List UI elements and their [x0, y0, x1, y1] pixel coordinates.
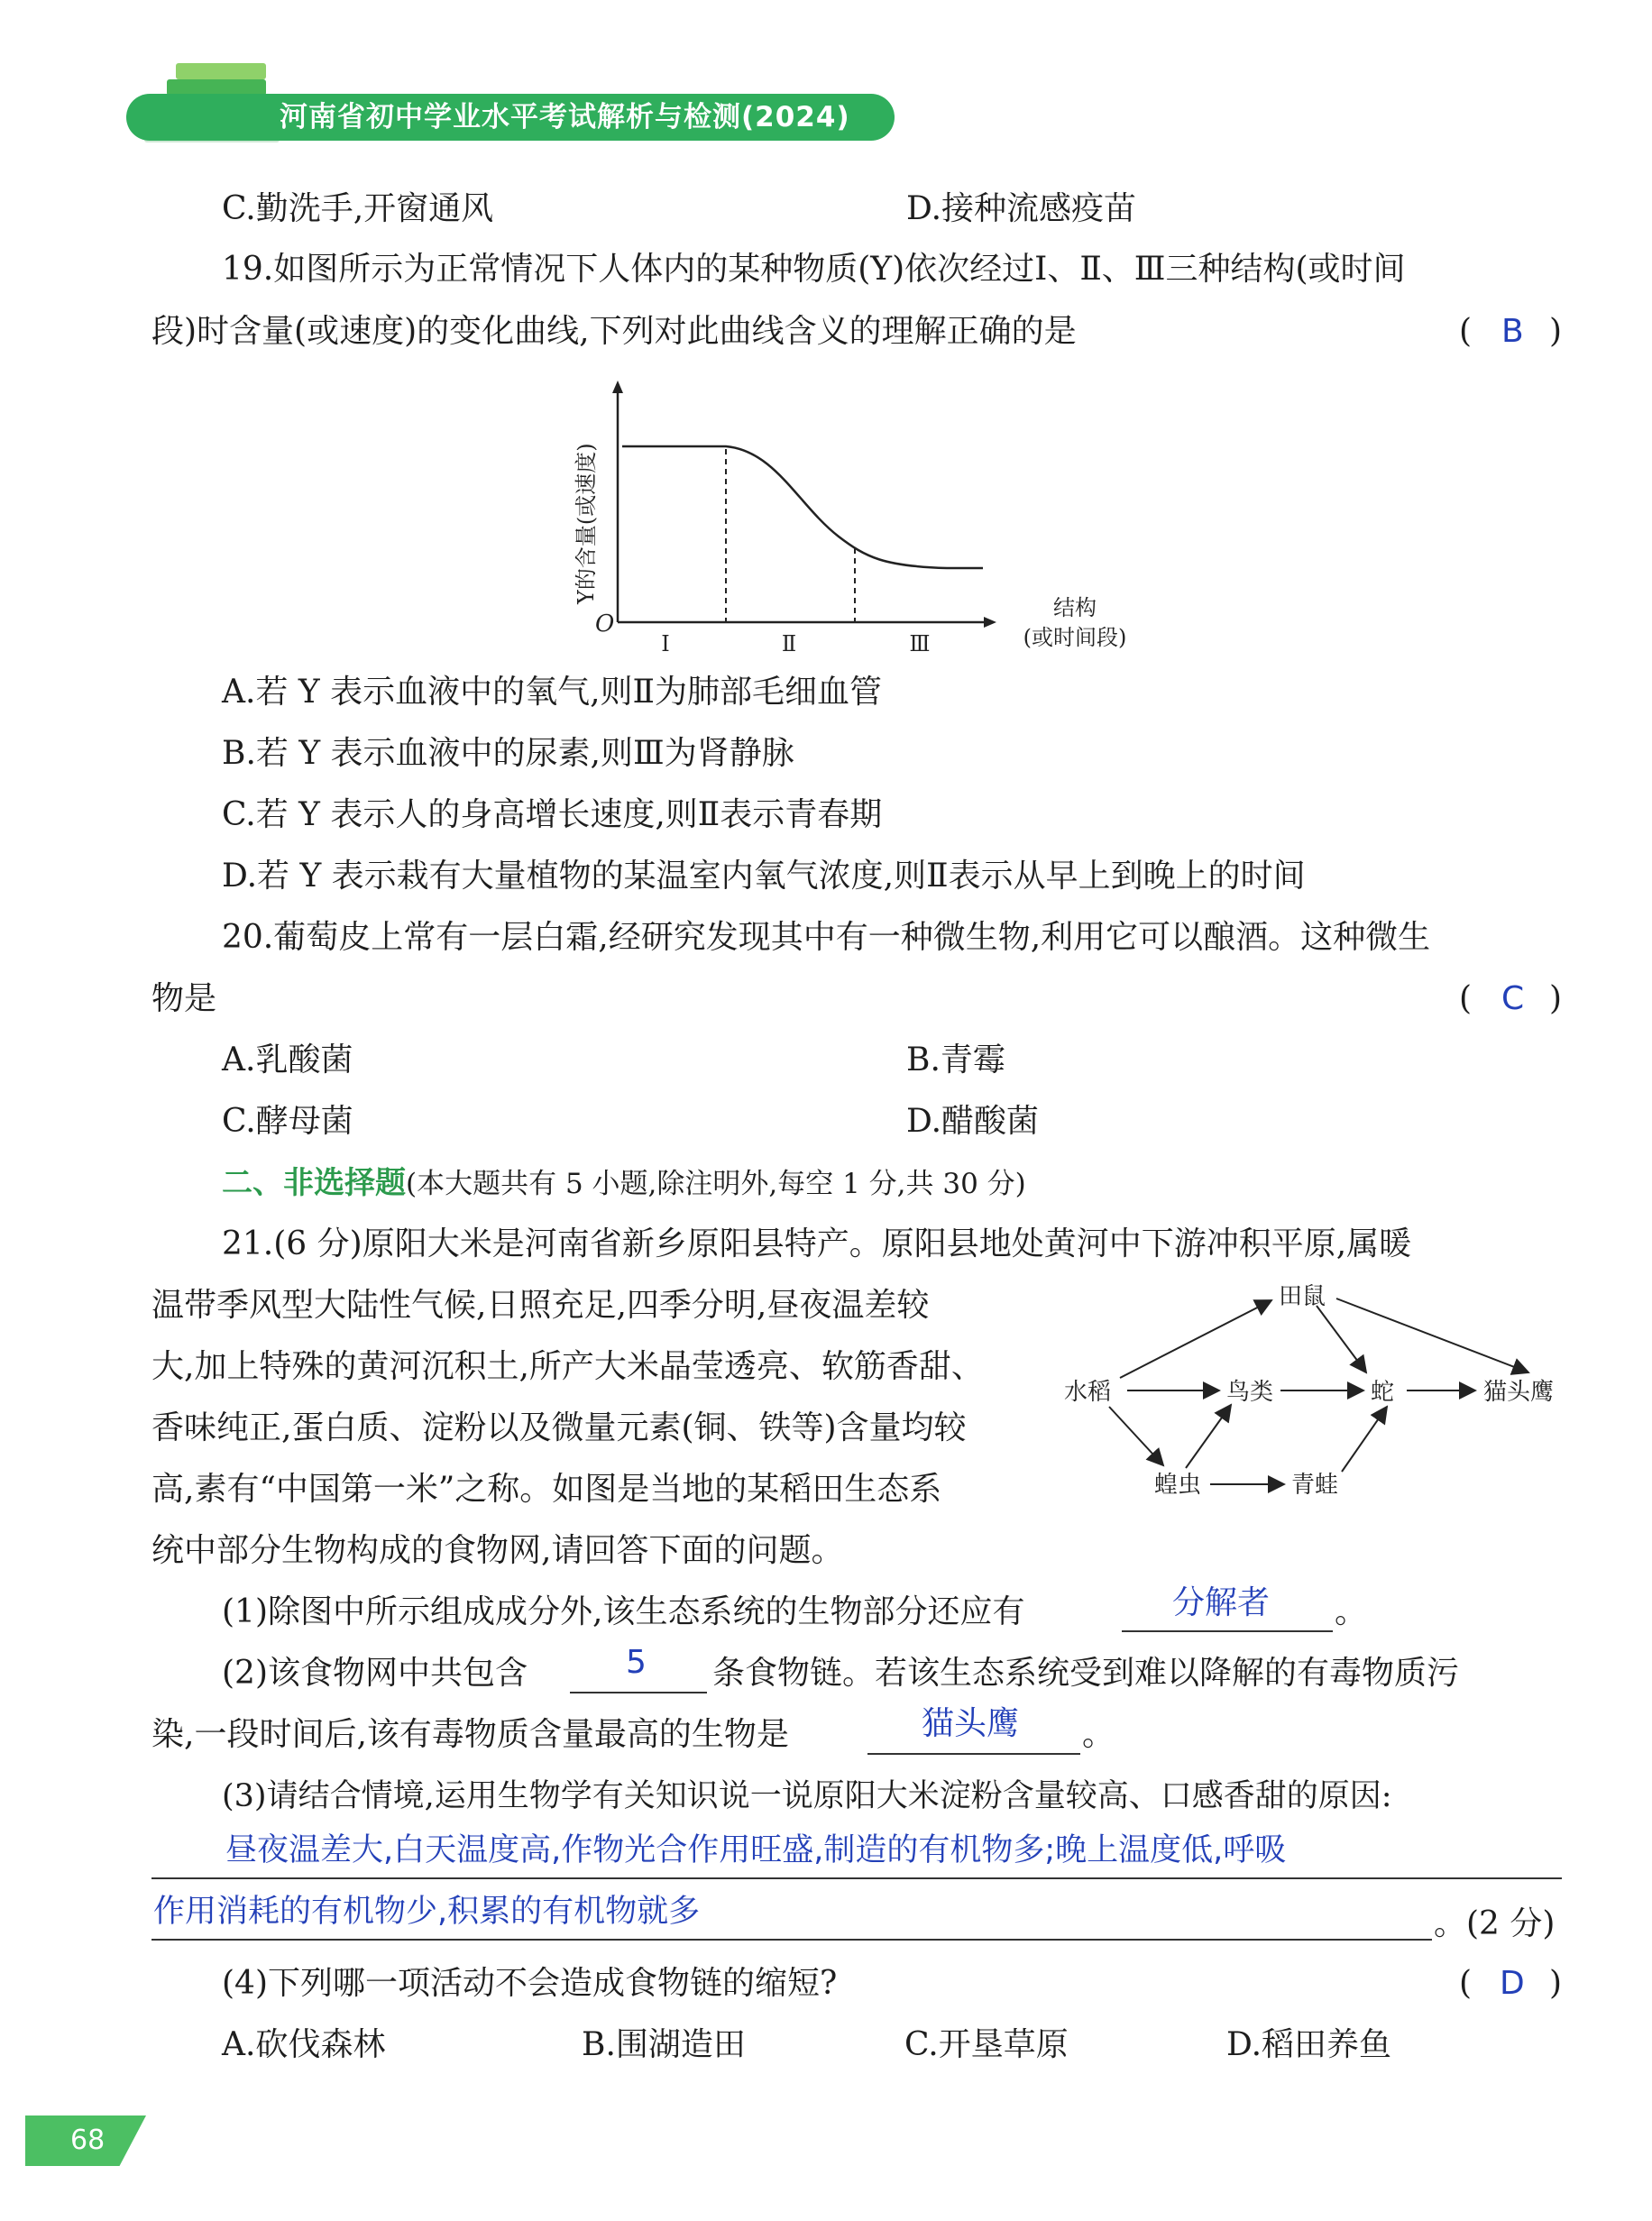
q21-p2-suffix: 。: [1082, 1716, 1115, 1753]
food-web-diagram: [1055, 1271, 1578, 1515]
q21-p4-option-b: B.围湖造田: [582, 2026, 746, 2063]
q20-option-c: C.酵母菌: [222, 1103, 353, 1140]
q20-option-d: D.醋酸菌: [906, 1103, 1040, 1140]
q21-p2-line2-prefix: 染,一段时间后,该有毒物质含量最高的生物是: [151, 1716, 789, 1753]
q21-p2-answer1: 5: [626, 1644, 647, 1681]
arrow-shuidao-huangchong: [1109, 1407, 1163, 1465]
arrow-tianshu-maotouying: [1336, 1299, 1528, 1372]
section2-note: (本大题共有 5 小题,除注明外,每空 1 分,共 30 分): [406, 1168, 1026, 1200]
q19-paren-open: (: [1459, 313, 1473, 350]
q21-p4-paren-open: (: [1459, 1965, 1473, 2002]
q21-stem-line4: 香味纯正,蛋白质、淀粉以及微量元素(铜、铁等)含量均较: [151, 1409, 967, 1446]
q19-option-c: C.若 Y 表示人的身高增长速度,则Ⅱ表示青春期: [222, 796, 883, 833]
q20-option-a: A.乳酸菌: [222, 1042, 353, 1078]
x-axis-label-line2: (或时间段): [1023, 625, 1127, 650]
q21-p3-answer-line2: 作用消耗的有机物少,积累的有机物就多: [153, 1894, 701, 1930]
q21-p2-answer2: 猫头鹰: [922, 1705, 1020, 1742]
q19-answer: B: [1501, 313, 1524, 350]
y-curve: [622, 446, 983, 568]
q21-p4-option-c: C.开垦草原: [904, 2026, 1069, 2063]
q19-option-d: D.若 Y 表示栽有大量植物的某温室内氧气浓度,则Ⅱ表示从早上到晚上的时间: [222, 858, 1306, 895]
header-title: 河南省初中学业水平考试解析与检测(2024): [280, 101, 850, 133]
q18-option-d: D.接种流感疫苗: [906, 190, 1137, 227]
section2-title: 二、非选择题: [222, 1165, 406, 1201]
q21-p4-answer: D: [1500, 1965, 1525, 2002]
q21-p2-blank1[interactable]: [570, 1692, 707, 1693]
x-tick-2: Ⅱ: [781, 631, 797, 656]
section2-heading: [222, 1163, 1026, 1204]
q21-stem-line1: 21.(6 分)原阳大米是河南省新乡原阳县特产。原阳县地处黄河中下游冲积平原,属暖: [222, 1225, 1412, 1262]
q21-p2-middle: 条食物链。若该生态系统受到难以降解的有毒物质污: [712, 1655, 1460, 1692]
x-axis-arrow-icon: [984, 617, 996, 628]
q21-stem-line3: 大,加上特殊的黄河沉积土,所产大米晶莹透亮、软筋香甜、: [151, 1348, 984, 1385]
node-niaolei: 鸟类: [1226, 1379, 1274, 1406]
q21-stem-line5: 高,素有“中国第一米”之称。如图是当地的某稻田生态系: [151, 1471, 942, 1508]
q18-option-c: C.勤洗手,开窗通风: [222, 190, 494, 227]
q19-curve-graph: [568, 379, 1163, 667]
q21-p4-prompt: (4)下列哪一项活动不会造成食物链的缩短?: [222, 1965, 838, 2002]
x-tick-1: Ⅰ: [661, 631, 670, 656]
node-tianshu: 田鼠: [1279, 1283, 1326, 1310]
q21-stem-line6: 统中部分生物构成的食物网,请回答下面的问题。: [151, 1532, 844, 1569]
arrow-huangchong-niaolei: [1186, 1405, 1231, 1468]
q21-p1-suffix: 。: [1335, 1593, 1368, 1630]
q19-stem-line2: 段)时含量(或速度)的变化曲线,下列对此曲线含义的理解正确的是: [151, 313, 1077, 350]
q21-p1-answer: 分解者: [1172, 1584, 1271, 1621]
q20-option-b: B.青霉: [906, 1042, 1005, 1078]
origin-label: O: [595, 610, 615, 638]
q21-p3-prompt: (3)请结合情境,运用生物学有关知识说一说原阳大米淀粉含量较高、口感香甜的原因:: [222, 1778, 1392, 1814]
arrow-shuidao-tianshu: [1120, 1300, 1271, 1378]
q20-stem-line2: 物是: [151, 980, 217, 1017]
q19-option-a: A.若 Y 表示血液中的氧气,则Ⅱ为肺部毛细血管: [222, 674, 883, 711]
y-axis-arrow-icon: [612, 381, 623, 393]
q21-p4-paren-close: ): [1549, 1965, 1563, 2002]
q20-answer: C: [1501, 980, 1525, 1017]
node-huangchong: 蝗虫: [1154, 1472, 1202, 1499]
q21-stem-line2: 温带季风型大陆性气候,日照充足,四季分明,昼夜温差较: [151, 1287, 930, 1324]
q21-p3-score: 。(2 分): [1434, 1905, 1556, 1942]
node-shuidao: 水稻: [1064, 1379, 1112, 1406]
q19-paren-close: ): [1549, 313, 1563, 350]
x-tick-3: Ⅲ: [909, 631, 931, 656]
arrow-tianshu-she: [1317, 1306, 1366, 1372]
y-axis-label: Y的含量(或速度): [574, 443, 599, 604]
q21-p2-blank2[interactable]: [867, 1753, 1080, 1755]
node-qingwa: 青蛙: [1291, 1472, 1339, 1499]
q21-p4-option-a: A.砍伐森林: [222, 2026, 386, 2063]
q21-p1-blank[interactable]: [1122, 1630, 1333, 1632]
page-number: 68: [70, 2125, 106, 2156]
q19-option-b: B.若 Y 表示血液中的尿素,则Ⅲ为肾静脉: [222, 735, 794, 772]
x-axis-label-line1: 结构: [1053, 595, 1097, 620]
q21-p3-answer-line1: 昼夜温差大,白天温度高,作物光合作用旺盛,制造的有机物多;晚上温度低,呼吸: [225, 1832, 1287, 1868]
q21-p2-prefix: (2)该食物网中共包含: [222, 1655, 528, 1692]
node-maotouying: 猫头鹰: [1483, 1379, 1555, 1406]
q20-stem-line1: 20.葡萄皮上常有一层白霜,经研究发现其中有一种微生物,利用它可以酿酒。这种微生: [222, 919, 1431, 956]
q21-p4-option-d: D.稻田养鱼: [1226, 2026, 1392, 2063]
q21-p3-blank-line1[interactable]: [151, 1877, 1562, 1879]
q21-p1-prefix: (1)除图中所示组成成分外,该生态系统的生物部分还应有: [222, 1593, 1025, 1630]
q20-paren-open: (: [1459, 980, 1473, 1017]
q21-p3-blank-line2[interactable]: [151, 1939, 1432, 1941]
arrow-qingwa-she: [1342, 1407, 1387, 1472]
q20-paren-close: ): [1549, 980, 1563, 1017]
q19-stem-line1: 19.如图所示为正常情况下人体内的某种物质(Y)依次经过Ⅰ、Ⅱ、Ⅲ三种结构(或时间: [222, 251, 1406, 288]
node-she: 蛇: [1371, 1379, 1395, 1406]
